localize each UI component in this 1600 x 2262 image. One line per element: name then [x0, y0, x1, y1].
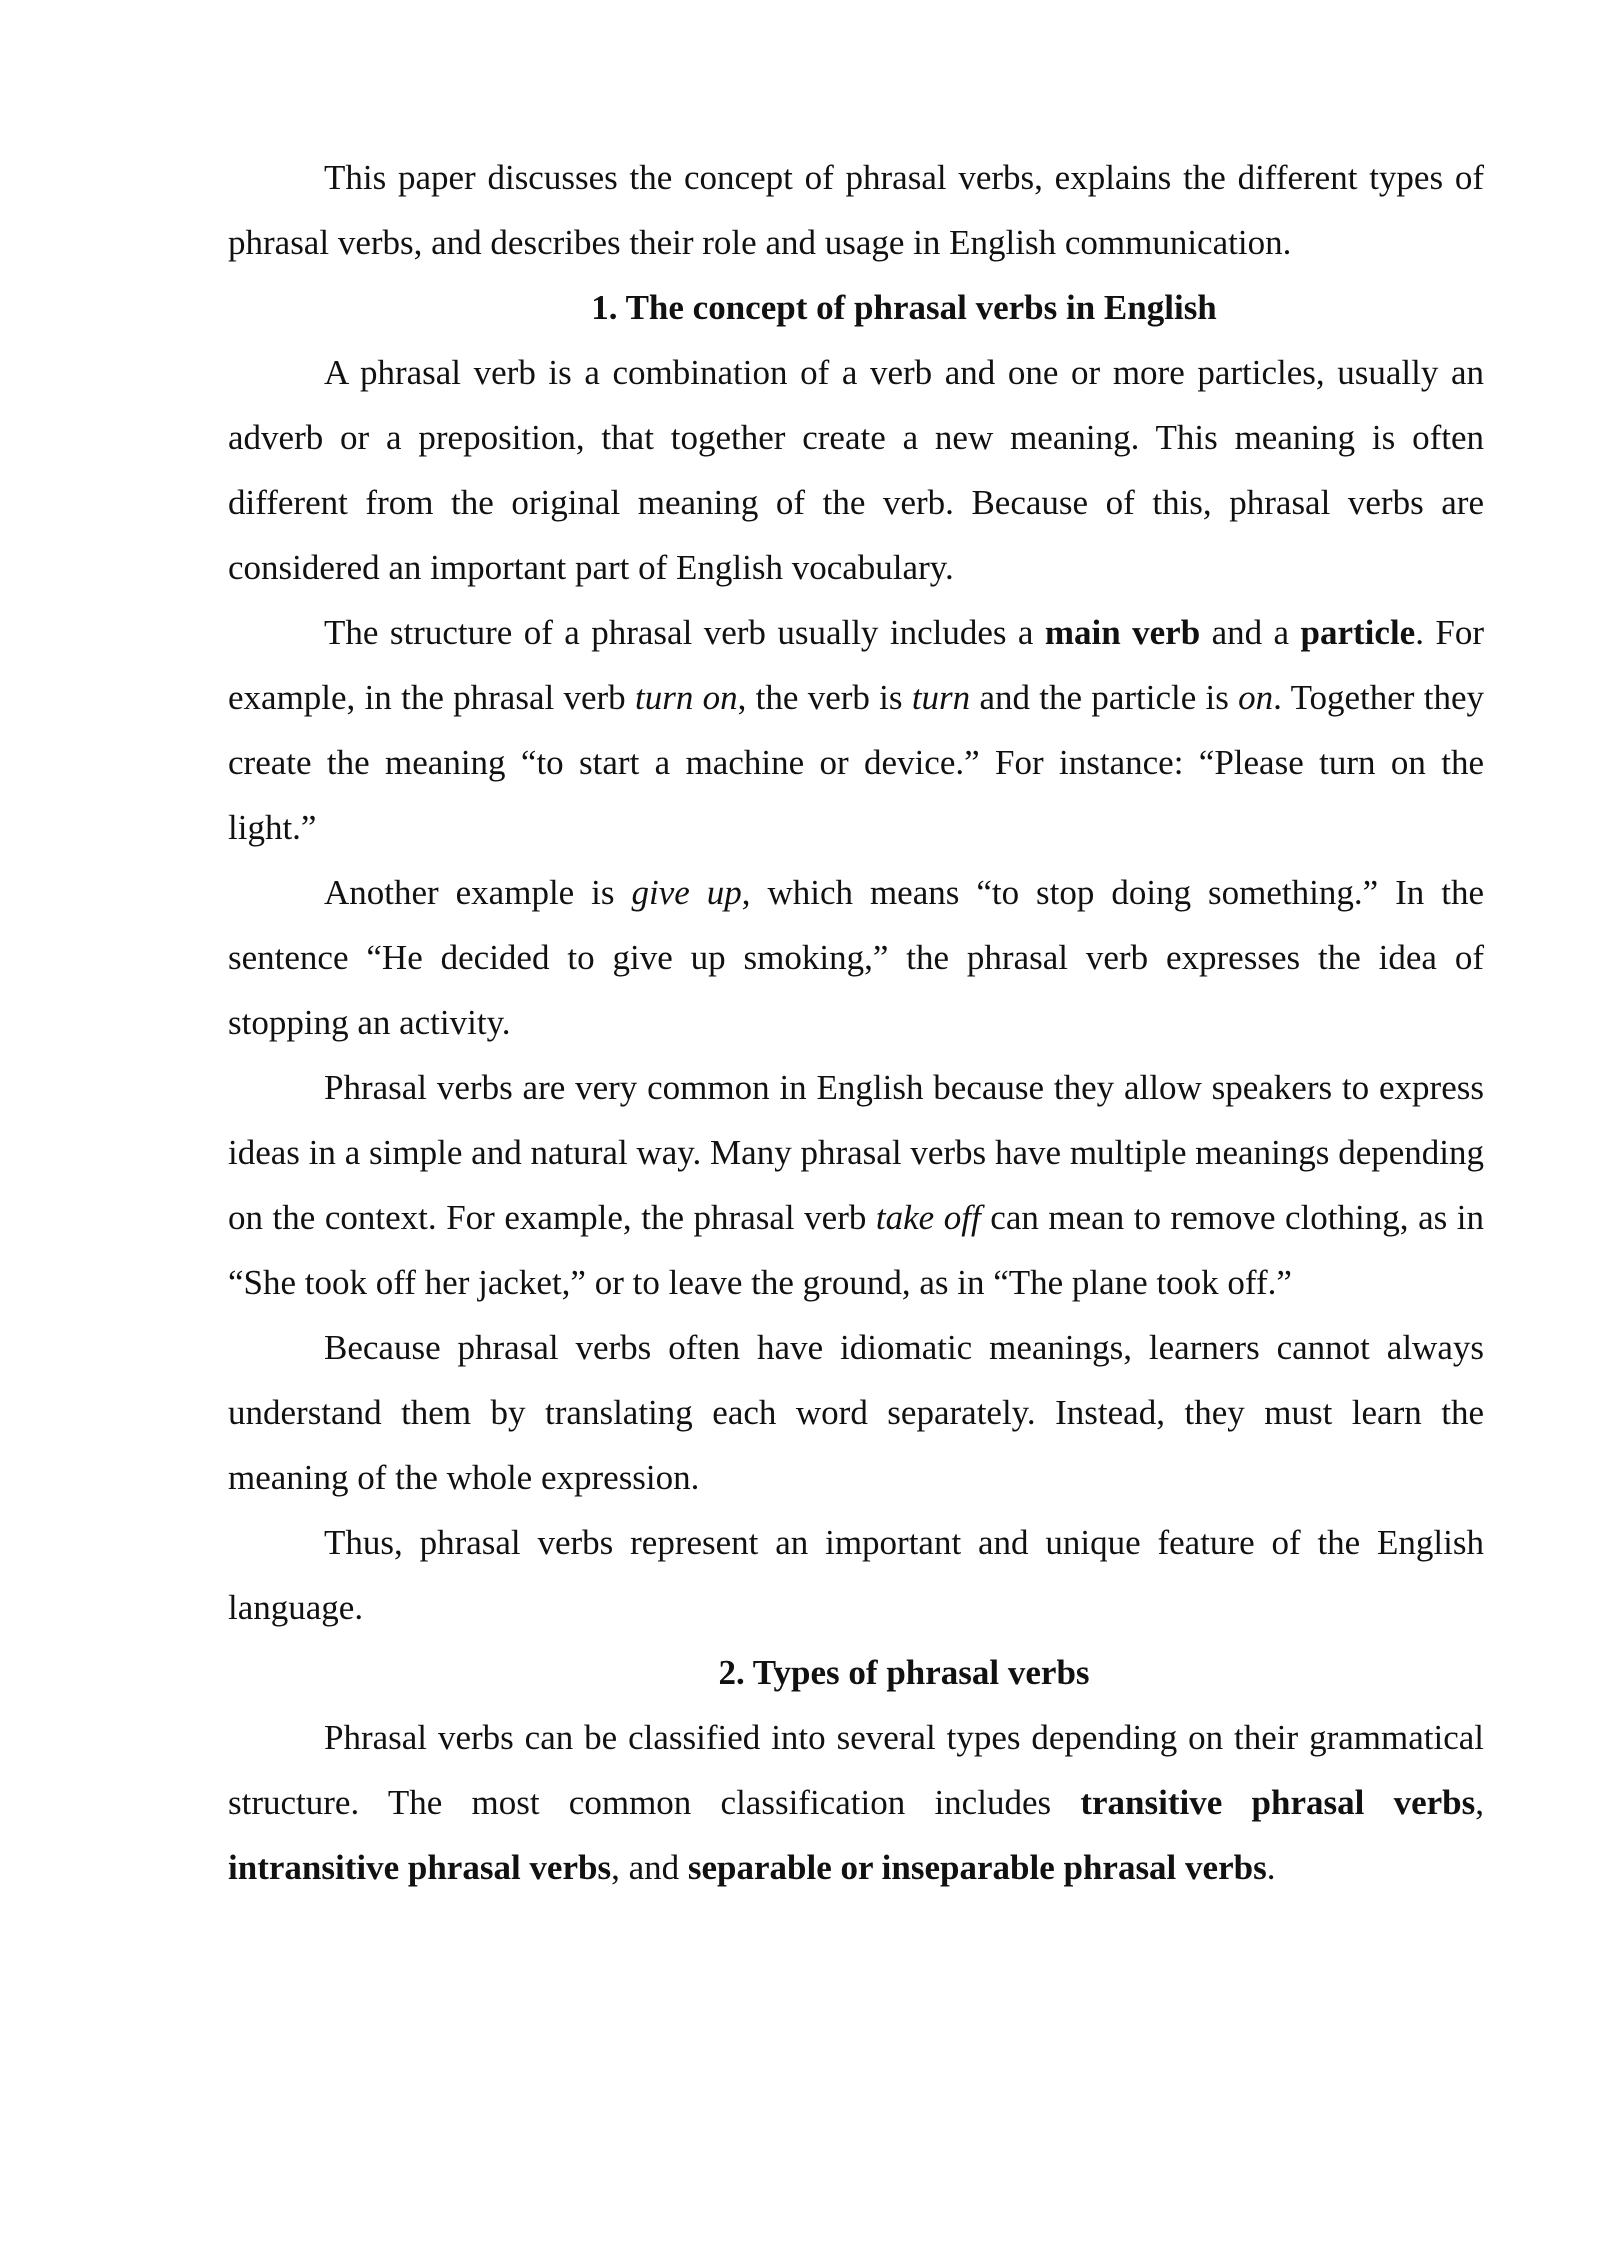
- example-on: on: [1238, 678, 1274, 717]
- paragraph-text: Phrasal verbs are very common in English because they allow speakers to express ideas in a simple and natural way. Many phrasal verbs have multiple meanings depending on the context. For example, the phrasal verb: [228, 1068, 1484, 1237]
- paragraph-text: ,: [1475, 1783, 1484, 1822]
- term-separable: separable or inseparable phrasal verbs: [687, 1848, 1267, 1887]
- intro-text: This paper discusses the concept of phrasal verbs, explains the different types of phrasal verbs, and describes their role and usage in English communication.: [228, 158, 1484, 262]
- section-1-paragraph-3: [228, 860, 1484, 1055]
- paragraph-text: and a: [1200, 613, 1301, 652]
- section-1-paragraph-5: [228, 1315, 1484, 1510]
- term-particle: particle: [1300, 613, 1416, 652]
- term-intransitive: intransitive phrasal verbs: [228, 1848, 612, 1887]
- section-1-paragraph-2: [228, 600, 1484, 860]
- section-2-heading: 2. Types of phrasal verbs: [718, 1653, 1090, 1692]
- paragraph-text: A phrasal verb is a combination of a verb and one or more particles, usually an adverb or a preposition, that together create a new meaning. This meaning is often different from the original meaning of the verb. Because of this, phrasal verbs are considered an important part of English vocabulary.: [228, 353, 1484, 587]
- paragraph-text: , and: [611, 1848, 688, 1887]
- paragraph-text: , which means “to stop doing something.” In the sentence “He decided to give up smoking,” the phrasal verb expresses the idea of stopping an activity.: [228, 873, 1485, 1042]
- paragraph-text: . Together they create the meaning “to start a machine or device.” For instance: “Please turn on the light.”: [228, 678, 1485, 847]
- paragraph-text: Thus, phrasal verbs represent an important and unique feature of the English language.: [228, 1523, 1484, 1627]
- paragraph-text: , the verb is: [737, 678, 912, 717]
- term-transitive: transitive phrasal verbs: [1080, 1783, 1476, 1822]
- paragraph-text: and the particle is: [970, 678, 1239, 717]
- paragraph-text: Another example is: [324, 873, 632, 912]
- section-2-paragraph-1: [228, 1705, 1484, 1900]
- example-give-up: give up: [631, 873, 742, 912]
- example-turn-on: turn on: [634, 678, 738, 717]
- paragraph-text: Because phrasal verbs often have idiomatic meanings, learners cannot always understand them by translating each word separately. Instead, they must learn the meaning of the whole expression.: [228, 1328, 1484, 1497]
- example-take-off: take off: [875, 1198, 981, 1237]
- section-1-paragraph-6: [228, 1510, 1484, 1640]
- paragraph-text: . For example, in the phrasal verb: [228, 613, 1485, 717]
- section-1-paragraph-4: [228, 1055, 1484, 1315]
- section-1-paragraph-1: [228, 340, 1484, 600]
- paragraph-text: The structure of a phrasal verb usually includes a: [324, 613, 1045, 652]
- paragraph-text: can mean to remove clothing, as in “She took off her jacket,” or to leave the ground, as in “The plane took off.”: [228, 1198, 1485, 1302]
- paragraph-text: Phrasal verbs can be classified into several types depending on their grammatical structure. The most common classification includes: [228, 1718, 1484, 1822]
- paragraph-text: .: [1266, 1848, 1276, 1887]
- document-body: [228, 145, 1484, 1900]
- term-main-verb: main verb: [1044, 613, 1201, 652]
- example-turn: turn: [911, 678, 971, 717]
- section-1-heading: 1. The concept of phrasal verbs in English: [591, 288, 1217, 327]
- intro-paragraph: [228, 145, 1484, 275]
